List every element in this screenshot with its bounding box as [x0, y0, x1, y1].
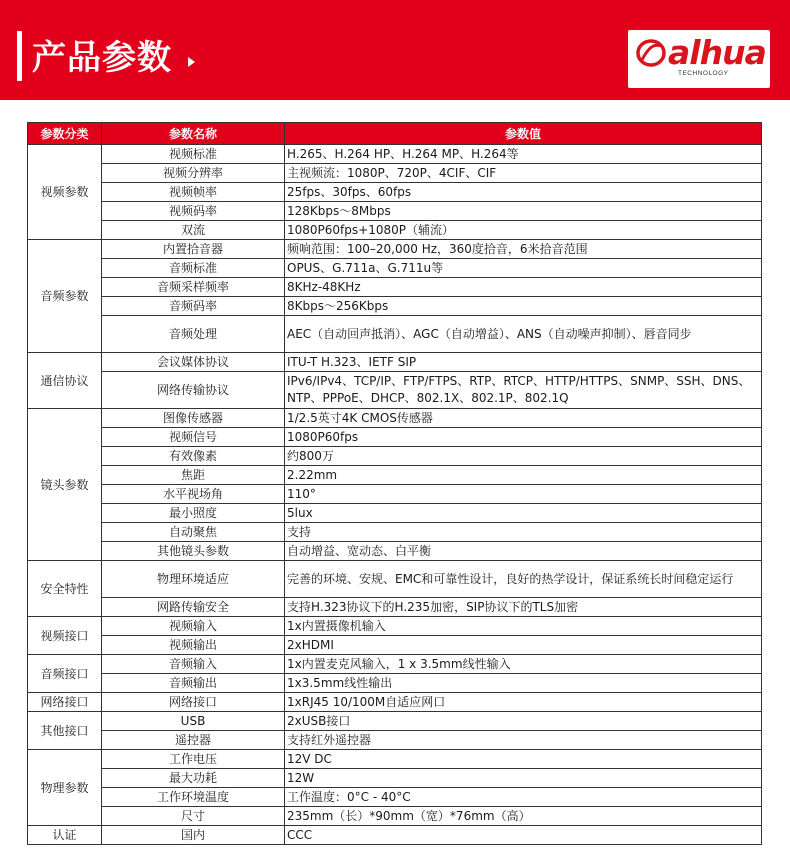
table-row: [28, 466, 762, 485]
param-name-cell: 视频分辨率: [102, 164, 285, 183]
param-value-cell: 110°: [285, 485, 762, 504]
table-row: [28, 240, 762, 259]
table-row: [28, 164, 762, 183]
category-cell: 视频参数: [28, 145, 102, 240]
table-row: [28, 598, 762, 617]
table-row: [28, 826, 762, 845]
param-name-cell: 音频处理: [102, 316, 285, 353]
param-name-cell: 视频码率: [102, 202, 285, 221]
param-name-cell: 视频标准: [102, 145, 285, 164]
param-value-cell: 支持: [285, 523, 762, 542]
param-value-cell: 12V DC: [285, 750, 762, 769]
param-value-cell: 主视频流：1080P、720P、4CIF、CIF: [285, 164, 762, 183]
page-title: 产品参数: [32, 38, 172, 78]
param-name-cell: 内置拾音器: [102, 240, 285, 259]
dahua-logo: [628, 30, 770, 88]
param-name-cell: 视频输出: [102, 636, 285, 655]
param-value-cell: CCC: [285, 826, 762, 845]
table-row: [28, 693, 762, 712]
table-row: [28, 278, 762, 297]
header-category: 参数分类: [28, 123, 102, 145]
table-row: [28, 485, 762, 504]
param-value-cell: 频响范围：100–20,000 Hz，360度拾音，6米拾音范围: [285, 240, 762, 259]
param-value-cell: 1080P60fps+1080P（辅流）: [285, 221, 762, 240]
table-row: [28, 523, 762, 542]
table-row: [28, 788, 762, 807]
param-value-cell: 12W: [285, 769, 762, 788]
table-row: [28, 712, 762, 731]
param-value-cell: 8KHz-48KHz: [285, 278, 762, 297]
table-row: [28, 674, 762, 693]
param-name-cell: 最小照度: [102, 504, 285, 523]
table-body: [28, 145, 762, 845]
param-value-cell: 128Kbps～8Mbps: [285, 202, 762, 221]
param-name-cell: 视频信号: [102, 428, 285, 447]
param-value-cell: 1080P60fps: [285, 428, 762, 447]
param-name-cell: 工作环境温度: [102, 788, 285, 807]
param-name-cell: 图像传感器: [102, 409, 285, 428]
param-value-cell: 25fps、30fps、60fps: [285, 183, 762, 202]
title-accent-bar: [17, 31, 22, 81]
param-value-cell: OPUS、G.711a、G.711u等: [285, 259, 762, 278]
category-cell: 安全特性: [28, 561, 102, 617]
category-cell: 网络接口: [28, 693, 102, 712]
category-cell: 其他接口: [28, 712, 102, 750]
param-name-cell: 网路传输安全: [102, 598, 285, 617]
param-value-cell: 1x内置摄像机输入: [285, 617, 762, 636]
table-row: [28, 183, 762, 202]
param-value-cell: 自动增益、宽动态、白平衡: [285, 542, 762, 561]
category-cell: 认证: [28, 826, 102, 845]
param-value-cell: ITU-T H.323、IETF SIP: [285, 353, 762, 372]
param-value-cell: 5lux: [285, 504, 762, 523]
table-row: [28, 202, 762, 221]
param-name-cell: 音频输入: [102, 655, 285, 674]
table-row: [28, 731, 762, 750]
param-value-cell: AEC（自动回声抵消）、AGC（自动增益）、ANS（自动噪声抑制）、唇音同步: [285, 316, 762, 353]
header-name: 参数名称: [102, 123, 285, 145]
table-row: [28, 447, 762, 466]
spec-table: [27, 122, 762, 845]
table-row: [28, 636, 762, 655]
param-value-cell: 1xRJ45 10/100M自适应网口: [285, 693, 762, 712]
param-value-cell: 8Kbps～256Kbps: [285, 297, 762, 316]
param-name-cell: 视频输入: [102, 617, 285, 636]
table-row: [28, 409, 762, 428]
param-name-cell: 音频输出: [102, 674, 285, 693]
table-row: [28, 750, 762, 769]
param-value-cell: 1x内置麦克风输入，1 x 3.5mm线性输入: [285, 655, 762, 674]
param-name-cell: 会议媒体协议: [102, 353, 285, 372]
title-arrow-icon: [188, 57, 195, 67]
table-row: [28, 372, 762, 409]
param-name-cell: 物理环境适应: [102, 561, 285, 598]
table-row: [28, 617, 762, 636]
category-cell: 音频参数: [28, 240, 102, 353]
param-name-cell: 最大功耗: [102, 769, 285, 788]
table-row: [28, 542, 762, 561]
param-value-cell: 支持红外遥控器: [285, 731, 762, 750]
param-name-cell: 国内: [102, 826, 285, 845]
param-name-cell: 遥控器: [102, 731, 285, 750]
param-value-cell: 约800万: [285, 447, 762, 466]
param-value-cell: 2xHDMI: [285, 636, 762, 655]
table-row: [28, 807, 762, 826]
param-value-cell: IPv6/IPv4、TCP/IP、FTP/FTPS、RTP、RTCP、HTTP/HTTPS、SNMP、SSH、DNS、NTP、PPPoE、DHCP、802.1X、802.1P、802.1Q: [285, 372, 762, 409]
param-value-cell: 工作温度：0°C - 40°C: [285, 788, 762, 807]
param-name-cell: 其他镜头参数: [102, 542, 285, 561]
param-name-cell: 尺寸: [102, 807, 285, 826]
param-name-cell: 水平视场角: [102, 485, 285, 504]
param-name-cell: 有效像素: [102, 447, 285, 466]
param-name-cell: 音频采样频率: [102, 278, 285, 297]
param-value-cell: 完善的环境、安规、EMC和可靠性设计，良好的热学设计，保证系统长时间稳定运行: [285, 561, 762, 598]
logo-swirl-icon: [636, 38, 666, 68]
param-name-cell: 网络传输协议: [102, 372, 285, 409]
param-value-cell: 2xUSB接口: [285, 712, 762, 731]
param-name-cell: 焦距: [102, 466, 285, 485]
header-value: 参数值: [285, 123, 762, 145]
param-value-cell: 1x3.5mm线性输出: [285, 674, 762, 693]
header-banner: [0, 0, 790, 100]
table-row: [28, 297, 762, 316]
table-row: [28, 428, 762, 447]
param-name-cell: 网络接口: [102, 693, 285, 712]
param-name-cell: 自动聚焦: [102, 523, 285, 542]
table-row: [28, 316, 762, 353]
param-value-cell: 235mm（长）*90mm（宽）*76mm（高）: [285, 807, 762, 826]
table-header-row: [28, 123, 762, 145]
param-value-cell: 支持H.323协议下的H.235加密，SIP协议下的TLS加密: [285, 598, 762, 617]
param-name-cell: 音频标准: [102, 259, 285, 278]
param-value-cell: H.265、H.264 HP、H.264 MP、H.264等: [285, 145, 762, 164]
table-row: [28, 769, 762, 788]
param-value-cell: 2.22mm: [285, 466, 762, 485]
category-cell: 视频接口: [28, 617, 102, 655]
category-cell: 通信协议: [28, 353, 102, 409]
param-name-cell: USB: [102, 712, 285, 731]
table-row: [28, 145, 762, 164]
table-row: [28, 655, 762, 674]
table-row: [28, 561, 762, 598]
table-row: [28, 353, 762, 372]
param-name-cell: 双流: [102, 221, 285, 240]
param-name-cell: 视频帧率: [102, 183, 285, 202]
category-cell: 音频接口: [28, 655, 102, 693]
table-row: [28, 504, 762, 523]
logo-tagline: TECHNOLOGY: [678, 70, 729, 77]
table-row: [28, 221, 762, 240]
param-name-cell: 工作电压: [102, 750, 285, 769]
table-row: [28, 259, 762, 278]
logo-wordmark: alhua: [668, 33, 766, 72]
param-name-cell: 音频码率: [102, 297, 285, 316]
param-value-cell: 1/2.5英寸4K CMOS传感器: [285, 409, 762, 428]
category-cell: 镜头参数: [28, 409, 102, 561]
category-cell: 物理参数: [28, 750, 102, 826]
